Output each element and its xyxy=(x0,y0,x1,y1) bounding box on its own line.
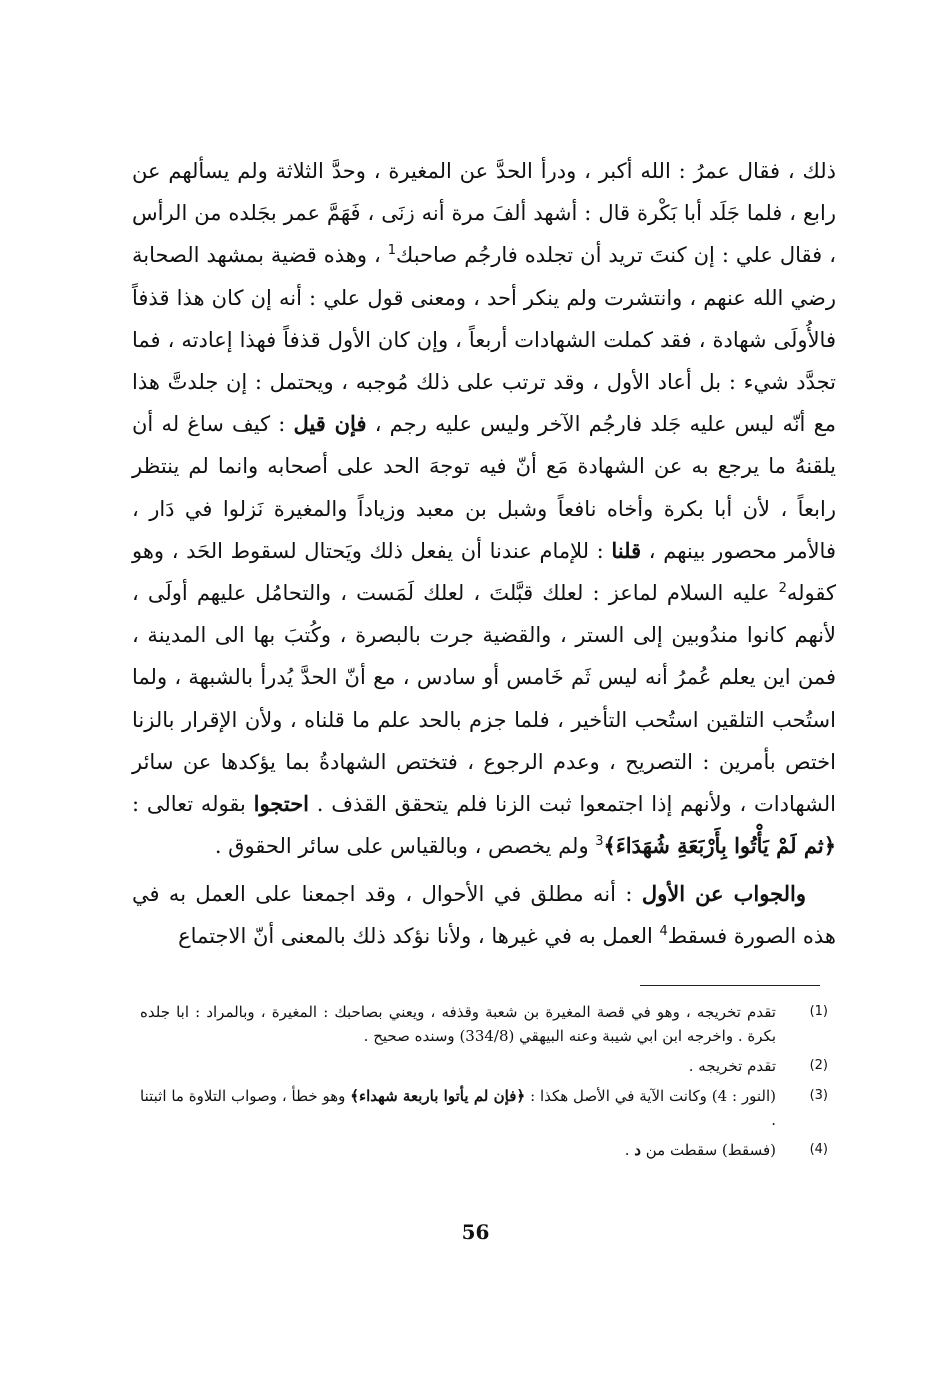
footnote-number: (2) xyxy=(809,1058,828,1073)
text-run: : كيف ساغ له أن يلقنهُ ما يرجع به عن الشهادة مَع أنّ فيه توجهَ الحد على أصحابه وانما لم ينتظر رابعاً ، لأن أبا بكرة وأخاه نافعاً وشبل بن معبد وزياداً والمغيرة نَزلوا في دَار ، فالأمر محصور بينهم ، xyxy=(132,412,836,563)
footnote-ref-3[interactable]: 3 xyxy=(595,834,604,850)
text-run: . xyxy=(624,1141,635,1159)
footnote-number: (1) xyxy=(809,1004,828,1019)
footnote-ref-1[interactable]: 1 xyxy=(387,243,397,259)
footnote-number: (3) xyxy=(809,1088,828,1103)
footnote-4 xyxy=(140,1138,828,1162)
footnote-3 xyxy=(140,1084,828,1132)
text-run: (النور : 4) وكانت الآية في الأصل هكذا : xyxy=(525,1087,776,1105)
text-run: بقوله تعالى : xyxy=(132,792,254,817)
page-number: 56 xyxy=(461,1220,490,1244)
footnote-ref-2[interactable]: 2 xyxy=(778,581,787,597)
footnote-1 xyxy=(140,1000,828,1048)
quran-verse: ﴿ثم لَمْ يَأْتُوا بِأَرْبَعَةِ شُهَدَاءَ﴾ xyxy=(603,833,836,859)
bold-term: قلنا xyxy=(611,537,642,563)
text-run: : أنه مطلق في الأحوال ، وقد اجمعنا على العمل به في هذه الصورة فسقط xyxy=(132,882,836,949)
footnote-text: تقدم تخريجه ، وهو في قصة المغيرة بن شعبة وقذفه ، ويعني بصاحبك : المغيرة ، وبالمراد : ابا جلده بكرة . واخرجه ابن ابي شيبة وعنه البيهقي (334/8) وسنده صحيح . xyxy=(140,1003,776,1045)
footnote-ref-4[interactable]: 4 xyxy=(659,924,668,940)
footnote-2 xyxy=(140,1054,828,1078)
footnote-text: تقدم تخريجه . xyxy=(688,1057,776,1075)
footnote-number: (4) xyxy=(809,1142,828,1157)
text-run: ، وهذه قضية بمشهد الصحابة رضي الله عنهم ، وانتشرت ولم ينكر أحد ، ومعنى قول علي : أنه إن كان هذا قذفاً فالأُولَى شهادة ، فقد كملت الشهادات أربعاً ، وإن كان الأول قذفاً فهذا إعادته ، فما تجدَّد شيء : بل أعاد الأول ، وقد ترتب على ذلك مُوجبه ، ويحتمل : إن جلدتَّ هذا مع أنّه ليس عليه جَلد فارجُم الآخر وليس عليه رجم ، xyxy=(132,243,836,437)
text-run: ذلك ، فقال عمرُ : الله أكبر ، ودرأ الحدَّ عن المغيرة ، وحدَّ الثلاثة ولم يسألهم عن رابع ، فلما جَلَد أبا بَكْرة قال : أشهد ألفَ مرة أنه زنَى ، فَهَمَّ عمر بجَلده من الرأس ، فقال علي : إن كنتَ تريد أن تجلده فارجُم صاحبك xyxy=(132,159,836,268)
section-heading: والجواب عن الأول xyxy=(641,881,806,907)
footnotes xyxy=(140,1000,828,1168)
footnote-text xyxy=(140,1138,776,1162)
text-run: وهو خطأ ، وصواب التلاوة ما اثبتنا . xyxy=(140,1087,776,1129)
manuscript-siglum: د xyxy=(634,1141,641,1159)
footnote-divider xyxy=(640,985,820,986)
bold-term: احتجوا xyxy=(253,791,310,817)
footnote-text xyxy=(140,1084,776,1132)
text-run: عليه السلام لماعز : لعلك قبَّلتَ ، لعلك لَمَست ، والتحامُل عليهم أولَى ، لأنهم كانوا مندُوبين إلى الستر ، والقضية جرت بالبصرة ، وكُتبَ بها الى المدينة ، فمن اين يعلم عُمرُ أنه ليس ثَم خَامس أو سادس ، مع أنّ الحدَّ يُدرأ بالشبهة ، ولما استُحب التلقين استُحب التأخير ، فلما جزم بالحد علم ما قلناه ، ولأن الإقرار بالزنا اختص بأمرين : التصريح ، وعدم الرجوع ، فتختص الشهادةُ بما يؤكدها عن سائر الشهادات ، ولأنهم إذا اجتمعوا ثبت الزنا فلم يتحقق القذف . xyxy=(132,581,836,817)
text-run: العمل به في غيرها ، ولأنا نؤكد ذلك بالمعنى أنّ الاجتماع xyxy=(178,924,660,949)
paragraph-1 xyxy=(132,150,836,867)
paragraph-2 xyxy=(132,873,836,957)
quran-verse: ﴿فإن لم يأتوا باربعة شهداء﴾ xyxy=(350,1087,526,1105)
text-run: ولم يخصص ، وبالقياس على سائر الحقوق . xyxy=(214,834,596,859)
text-run: (فسقط) سقطت من xyxy=(640,1141,776,1159)
text-run: : للإمام عندنا أن يفعل ذلك ويَحتال لسقوط الحَد ، وهو كقوله xyxy=(132,538,836,606)
main-text xyxy=(132,150,836,957)
bold-term: فإن قيل xyxy=(293,411,367,437)
